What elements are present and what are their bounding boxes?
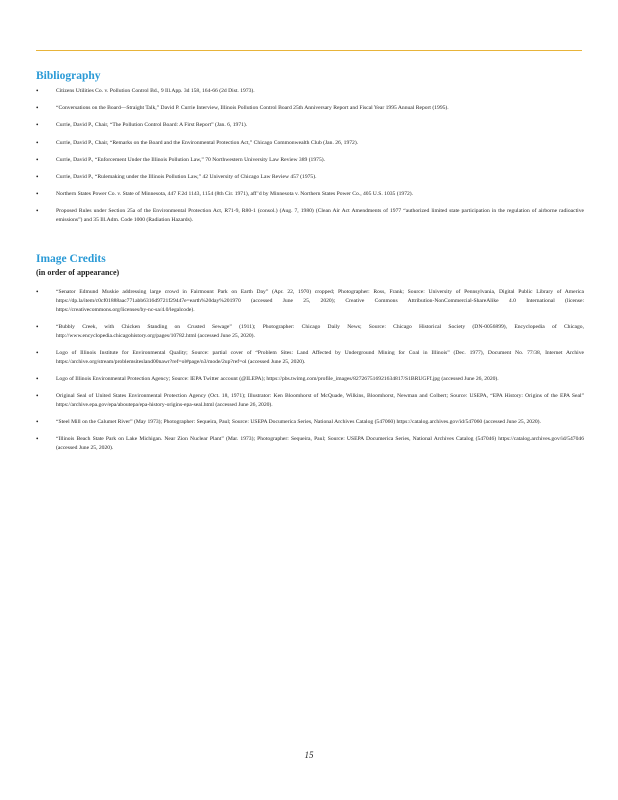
image-credit-entry: • Original Seal of United States Environmental Protection Agency (Oct. 18, 1971); Illustrator: Ken Bloomhorst of McQuade, Wilkins, Bloomhorst, Newman and Colbert; Source: USEPA, “EPA History: Origins of the EPA Seal” https://archive.epa.gov/epa/aboutepa/epa-history-origins-epa-seal.html (accessed June 26, 2020). (36, 392, 584, 408)
bullet: • (36, 435, 39, 443)
bullet: • (36, 190, 39, 199)
bibliography-entry: • Citizens Utilities Co. v. Pollution Control Bd., 9 Ill.App. 3d 158, 164-66 (2d Dist. 1973). (36, 87, 255, 95)
bibliography-entry: • “Conversations on the Board—Straight Talk,” David P. Currie Interview, Illinois Pollution Control Board 25th Anniversary Report and Fiscal Year 1995 Annual Report (1995). (36, 104, 449, 113)
header-rule (36, 50, 582, 51)
bullet: • (36, 288, 39, 296)
bibliography-list (36, 87, 584, 234)
bullet: • (36, 323, 39, 331)
bibliography-entry: • Proposed Rules under Section 25a of the Environmental Protection Act, R71-9, R80-1 (consol.) (Aug. 7, 1980) (Clean Air Act Amendments of 1977 “authorized limited state participation in the regulation of airborne radioactive emissions”) and 35 Ill.Adm. Code 1000 (Radiation Hazards). (36, 207, 584, 224)
bullet: • (36, 138, 39, 147)
image-credit-entry: • Logo of Illinois Institute for Environmental Quality; Source: partial cover of “Problem Sites: Land Affected by Underground Mining for Coal in Illinois” (Dec. 1977), Document No. 77/38, Internet Archive https://archive.org/stream/problemsitesland00nawr?ref=ol#page/n3/mode/2up?ref=ol (accessed June 25, 2020). (36, 349, 584, 365)
image-credit-entry: • Logo of Illinois Environmental Protection Agency; Source: IEPA Twitter account (@ILEPA); https://pbs.twimg.com/profile_images/827267516921634817/S1BRUGFf.jpg (accessed June 26, 2020). (36, 375, 499, 383)
bullet: • (36, 349, 39, 357)
bullet: • (36, 104, 39, 113)
bibliography-heading: Bibliography (36, 70, 101, 82)
image-credits-heading: Image Credits (36, 253, 106, 265)
bullet: • (36, 172, 39, 181)
bullet: • (36, 207, 39, 216)
bullet: • (36, 418, 39, 426)
bibliography-entry: • Currie, David P., “Rulemaking under the Illinois Pollution Law,” 42 University of Chicago Law Review 457 (1975). (36, 172, 317, 181)
image-credits-subtitle: (in order of appearance) (36, 268, 120, 277)
bullet: • (36, 155, 39, 164)
image-credit-entry: • “Illinois Beach State Park on Lake Michigan. Near Zion Nuclear Plant” (Mar. 1973); Photographer: Sequeira, Paul; Source: USEPA Documerica Series, National Archives Catalog (547046) https://catalog.archives.gov/id/547046 (accessed June 25, 2020). (36, 435, 584, 451)
bibliography-entry: • Currie, David P., Chair, “The Pollution Control Board: A First Report” (Jan. 6, 1971). (36, 121, 248, 130)
bullet: • (36, 375, 39, 383)
bibliography-entry: • Currie, David P., “Enforcement Under the Illinois Pollution Law,” 70 Northwestern University Law Review 389 (1975). (36, 155, 326, 164)
bullet: • (36, 87, 39, 95)
bibliography-entry: • Currie, David P., Chair, “Remarks on the Board and the Environmental Protection Act,” Chicago Commonwealth Club (Jan. 26, 1972). (36, 138, 359, 147)
page-number: 15 (304, 750, 314, 760)
bullet: • (36, 121, 39, 130)
image-credit-entry: • “Senator Edmund Muskie addressing large crowd in Fairmount Park on Earth Day” (Apr. 22, 1970) cropped; Photographer: Ross, Frank; Source: University of Pennsylvania, Digital Public Library of America https://dp.la/item/c0cf01888aac771abb6316d9721f29447e=earth%20day%201970 (accessed June 25, 2020); Creative Commons Attribution-NonCommercial-ShareAlike 4.0 International (license: https://creativecommons.org/licenses/by-nc-sa/4.0/legalcode). (36, 288, 584, 313)
bullet: • (36, 392, 39, 400)
image-credits-list (36, 288, 584, 461)
image-credit-entry: • “Steel Mill on the Calumet River” (May 1973); Photographer: Sequeira, Paul; Source: USEPA Documerica Series, National Archives Catalog (547060) https://catalog.archives.gov/id/547060 (accessed June 25, 2020). (36, 418, 541, 426)
bibliography-entry: • Northern States Power Co. v. State of Minnesota, 447 F.2d 1143, 1154 (8th Cir. 1971), aff’d by Minnesota v. Northern States Power Co., 405 U.S. 1035 (1972). (36, 190, 414, 199)
image-credit-entry: • “Bubbly Creek, with Chicken Standing on Crusted Sewage” (1911); Photographer: Chicago Daily News; Source: Chicago Historical Society (DN-0056899), Encyclopedia of Chicago, http://www.encyclopedia.chicagohistory.org/pages/10782.html (accessed June 25, 2020). (36, 323, 584, 339)
